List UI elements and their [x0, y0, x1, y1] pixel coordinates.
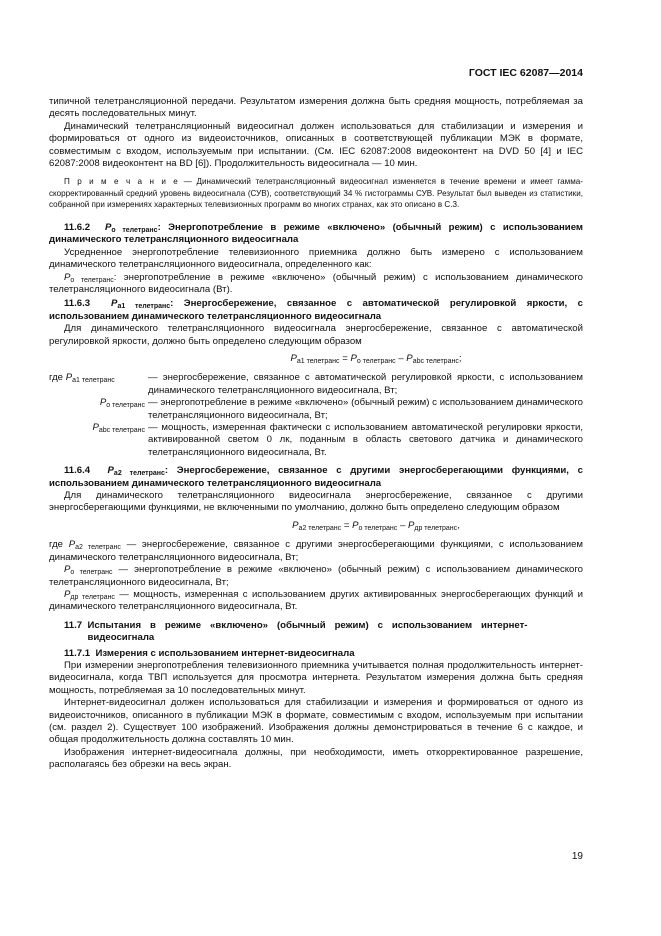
definition-row — [49, 397, 583, 422]
formula-subscript: abc телетранс — [412, 358, 459, 365]
definition-text: — энергосбережение, связанное с автоматической регулировкой яркости, с использованием динамического телетрансляционного видеосигнала, Вт; — [148, 372, 583, 396]
formula-end: ; — [458, 353, 462, 364]
symbol-subscript: о телетранс — [106, 402, 145, 410]
symbol: P — [111, 298, 118, 310]
page-content — [49, 96, 583, 772]
section-number: 11.7 — [64, 619, 83, 631]
note — [49, 176, 583, 211]
symbol: P — [92, 422, 99, 434]
definition-text: — мощность, измеренная фактически с использованием автоматической регулировки яркости, активированной светом 0 лк, поданным в область светового датчика и динамического телетрансляционного видеосигнала, Вт. — [148, 422, 583, 458]
formula-subscript: a1 телетранс — [296, 358, 340, 365]
definition-flow — [49, 589, 583, 614]
formula-11-6-3 — [49, 353, 583, 365]
symbol: P — [65, 372, 73, 384]
section-title: : Энергосбережение, связанное с другими энергосберегающими функциями, с использованием динамического телетрансляционного видеосигнала — [49, 465, 583, 489]
formula-symbol: P — [407, 519, 415, 531]
page-number: 19 — [571, 851, 583, 862]
symbol: P — [64, 564, 71, 576]
definition-11-6-2 — [49, 272, 583, 297]
heading-11-7-1 — [49, 648, 583, 660]
definition-text: — энергосбережение, связанное с другими энергосберегающими функциями, с использованием динамического телетрансляционного видеосигнала, Вт; — [49, 539, 584, 563]
formula-operator: – — [399, 519, 406, 531]
standard-header: ГОСТ IEC 62087—2014 — [468, 67, 583, 79]
where-label: где — [49, 372, 64, 384]
formula-11-6-4 — [49, 520, 583, 532]
note-label: П р и м е ч а н и е — [64, 177, 180, 187]
symbol: P — [107, 465, 114, 477]
symbol-subscript: a2 телетранс — [113, 470, 165, 478]
heading-11-6-2 — [49, 222, 583, 247]
definition-flow — [49, 564, 583, 589]
formula-symbol: P — [406, 353, 413, 364]
paragraph-intro: типичной телетрансляционной передачи. Результатом измерения должна быть средняя мощность, потребляемая за десять последовательных минут. — [49, 96, 583, 120]
symbol-subscript: abc телетранс — [98, 427, 145, 435]
paragraph-11-6-2: Усредненное энергопотребление телевизионного приемника должно быть измерено с использованием динамического телетрансляционного видеосигнала, определенного как: — [49, 246, 583, 271]
heading-11-6-4 — [49, 465, 583, 490]
heading-11-7 — [49, 620, 583, 645]
section-number: 11.6.4 — [64, 465, 91, 477]
symbol-subscript: о телетранс — [111, 226, 158, 234]
symbol-subscript: a2 телетранс — [75, 544, 121, 552]
definition-row — [49, 372, 583, 397]
section-number: 11.7.1 — [64, 647, 91, 659]
paragraph-11-7-1-b: Интернет-видеосигнал должен использоваться для стабилизации и измерения и формироваться от одного из видеоисточников, описанного в публикации МЭК в формате, совместимым с входом, используемым при испытании (см. раздел 2). Существует 100 изображений. Изображения должны демонстрироваться в течение 6 с каждое, и общая продолжительность должна составлять 10 мин. — [49, 697, 583, 746]
paragraph-11-7-1-c: Изображения интернет-видеосигнала должны, при необходимости, иметь откорректированное разрешение, располагаясь без обрезки на весь экран. — [49, 746, 583, 771]
heading-11-6-3 — [49, 298, 583, 323]
definition-term — [49, 397, 148, 422]
section-title: : Энергосбережение, связанное с автоматической регулировкой яркости, с использованием динамического телетрансляционного видеосигнала — [49, 298, 583, 322]
definition-flow — [49, 539, 583, 564]
paragraph-11-7-1-a: При измерении энергопотребления телевизионного приемника учитывается полная продолжительность интернет-видеосигнала, когда ТВП используется для просмотра интернета. Результатом измерения должна быть средняя мощность, потребляемая за 10 последовательных минут. — [49, 659, 583, 696]
definition-text: — энергопотребление в режиме «включено» (обычный режим) с использованием динамического телетрансляционного видеосигнала, Вт; — [148, 397, 583, 421]
definition-term — [49, 422, 148, 459]
definition-text: — мощность, измеренная с использованием других активированных энергосберегающих функций и динамического телетрансляционного видеосигнала, Вт. — [49, 588, 583, 613]
section-title: Измерения с использованием интернет-видеосигнала — [95, 647, 355, 659]
symbol: P — [68, 539, 76, 551]
definition-term — [49, 372, 148, 397]
section-title: : Энергопотребление в режиме «включено» (обычный режим) с использованием динамического телетрансляционного видеосигнала — [49, 221, 584, 246]
formula-operator: = — [342, 353, 348, 364]
symbol: P — [64, 588, 71, 600]
formula-subscript: a2 телетранс — [298, 524, 342, 532]
paragraph-11-6-3: Для динамического телетрансляционного видеосигнала энергосбережение, связанное с автоматической регулировкой яркости, должно быть определено следующим образом — [49, 323, 583, 347]
formula-operator: = — [343, 519, 350, 531]
symbol-subscript: a1 телетранс — [72, 377, 115, 385]
definition-text: — энергопотребление в режиме «включено» (обычный режим) с использованием динамического телетрансляционного видеосигнала, Вт; — [49, 564, 584, 588]
formula-subscript: др телетранс — [414, 524, 458, 532]
formula-symbol: P — [352, 519, 359, 531]
symbol: P — [64, 271, 71, 283]
definition-text: : энергопотребление в режиме «включено» (обычный режим) с использованием динамического телетрансляционного видеосигнала (Вт). — [49, 271, 583, 295]
note-text: — Динамический телетрансляционный видеосигнал изменяется в течение времени и имеет гамма-скорректированный средний уровень видеосигнала (СУВ), соответствующий 34 % гистограммы СУВ. Результат был выведен из статистики, собранной при измерениях характерных телевизионных программ во многих странах, как это описано в С.3. — [49, 177, 583, 210]
formula-symbol: P — [350, 353, 357, 364]
section-number: 11.6.2 — [64, 221, 91, 233]
formula-end: , — [457, 519, 460, 531]
symbol: P — [99, 397, 107, 409]
section-title: Испытания в режиме «включено» (обычный режим) с использованием интернет-видеосигнала — [87, 619, 528, 644]
where-label: где — [49, 539, 64, 551]
formula-operator: – — [398, 353, 404, 364]
formula-subscript: о телетранс — [356, 358, 396, 365]
formula-subscript: о телетранс — [358, 524, 398, 532]
section-number: 11.6.3 — [64, 298, 91, 310]
symbol-subscript: др телетранс — [70, 593, 115, 601]
symbol: P — [104, 221, 112, 233]
symbol-subscript: о телетранс — [70, 569, 113, 577]
formula-symbol: P — [292, 519, 299, 531]
definition-row — [49, 422, 583, 459]
paragraph-dynamic-signal: Динамический телетрансляционный видеосигнал должен использоваться для стабилизации и измерения и формироваться от одного из видеоисточников, описанных в соответствующей публикации МЭК в формате, совместимым с входом, используемым при испытании. (См. IEC 62087:2008 видеоконтент на DVD 50 [4] и IEC 62087:2008 видеоконтент на BD [6]). Продолжительность видеосигнала — 10 мин. — [49, 120, 583, 170]
symbol-subscript: a1 телетранс — [117, 303, 171, 311]
paragraph-11-6-4: Для динамического телетрансляционного видеосигнала энергосбережение, связанное с другими энергосберегающими функциями, не включенными по умолчанию, должно быть определено следующим образом — [49, 490, 583, 514]
formula-symbol: P — [290, 353, 297, 364]
symbol-subscript: о телетранс — [70, 276, 114, 284]
